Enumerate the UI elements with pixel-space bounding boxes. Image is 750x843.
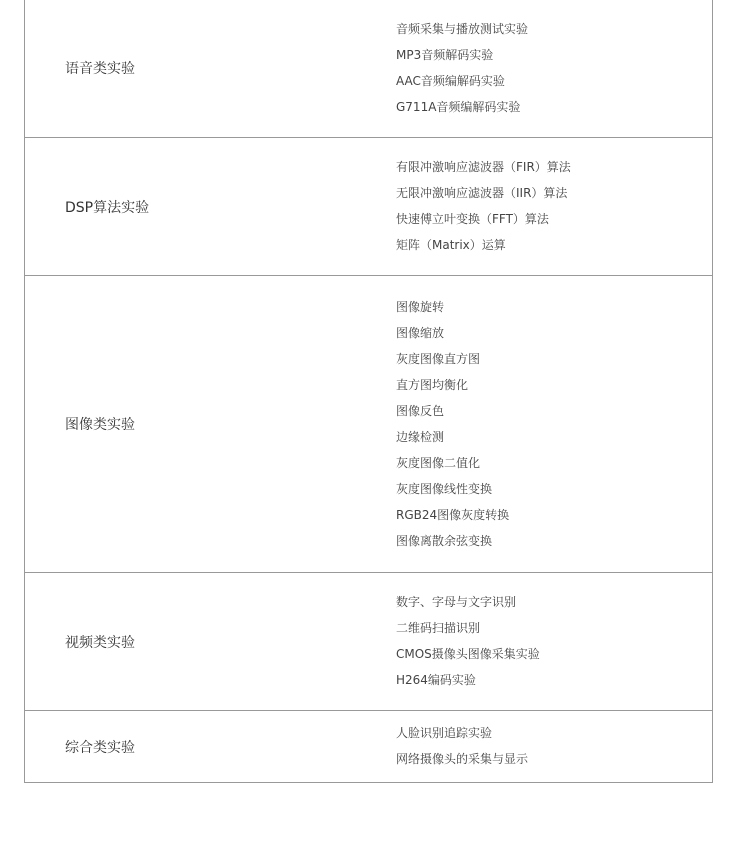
category-label: 综合类实验	[65, 739, 135, 756]
list-item: 矩阵（Matrix）运算	[396, 238, 506, 252]
list-item: 快速傅立叶变换（FFT）算法	[396, 212, 549, 226]
list-item: 无限冲激响应滤波器（IIR）算法	[396, 186, 568, 200]
category-label: 视频类实验	[65, 634, 135, 651]
experiment-list	[396, 294, 509, 554]
experiment-list	[396, 589, 540, 693]
category-label: 图像类实验	[65, 417, 135, 433]
table-row-dsp	[25, 138, 712, 276]
list-item: 灰度图像二值化	[396, 456, 481, 470]
table-row-audio	[25, 0, 712, 138]
list-item: 人脸识别追踪实验	[396, 726, 493, 740]
experiment-table	[24, 0, 713, 783]
category-label: 语音类实验	[65, 60, 135, 77]
list-item: 数字、字母与文字识别	[396, 595, 517, 609]
list-item: 网络摄像头的采集与显示	[396, 752, 529, 766]
list-item: 图像反色	[396, 404, 445, 418]
list-item: 灰度图像线性变换	[396, 482, 493, 496]
list-item: 音频采集与播放测试实验	[396, 22, 529, 36]
experiment-list	[396, 16, 528, 120]
list-item: 有限冲激响应滤波器（FIR）算法	[396, 160, 571, 174]
list-item: RGB24图像灰度转换	[396, 508, 510, 522]
experiment-list	[396, 154, 571, 258]
list-item: 灰度图像直方图	[396, 352, 481, 366]
experiment-list	[396, 720, 528, 772]
list-item: 边缘检测	[396, 430, 445, 444]
list-item: 图像离散余弦变换	[396, 534, 493, 548]
table-row-video	[25, 573, 712, 711]
table-row-integrated	[25, 711, 712, 783]
list-item: 二维码扫描识别	[396, 621, 481, 635]
list-item: H264编码实验	[396, 673, 476, 687]
list-item: G711A音频编解码实验	[396, 100, 521, 114]
list-item: AAC音频编解码实验	[396, 74, 505, 88]
category-label: DSP算法实验	[65, 199, 150, 216]
list-item: 图像旋转	[396, 300, 445, 314]
list-item: 直方图均衡化	[396, 378, 469, 392]
table-row-image	[25, 276, 712, 573]
list-item: MP3音频解码实验	[396, 48, 494, 62]
list-item: 图像缩放	[396, 326, 445, 340]
list-item: CMOS摄像头图像采集实验	[396, 647, 540, 661]
